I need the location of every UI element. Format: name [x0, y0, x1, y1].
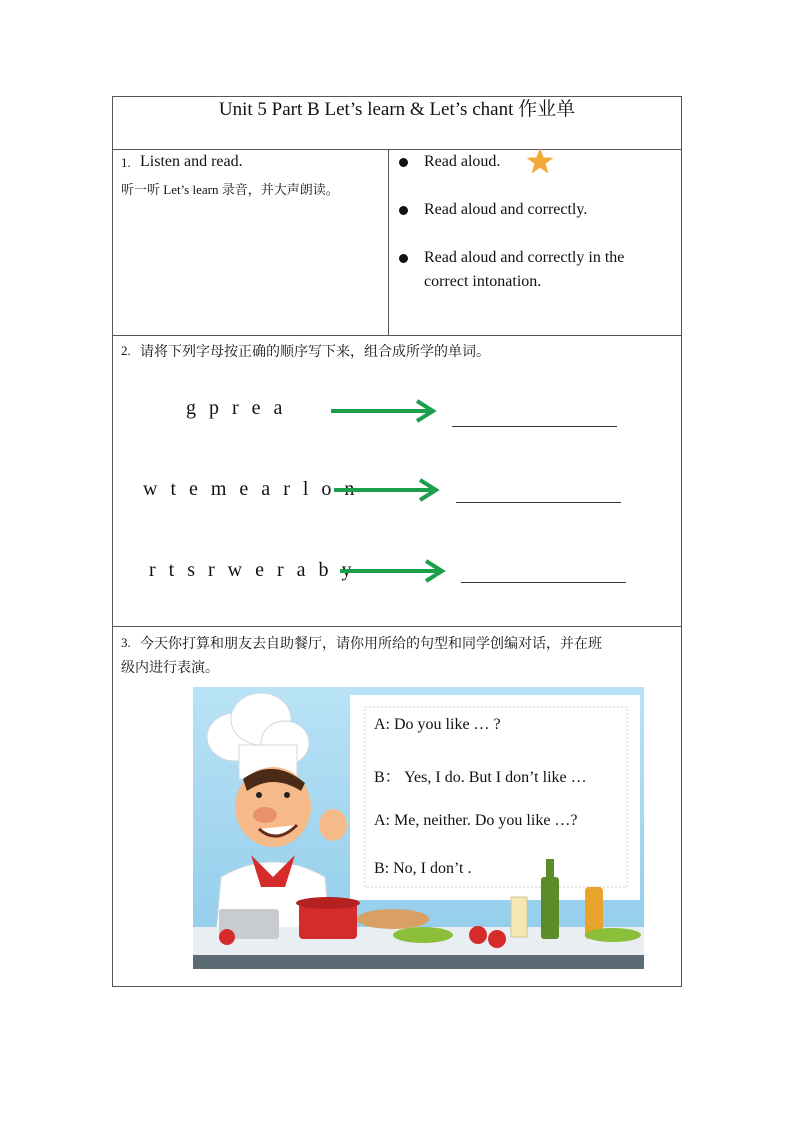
dialogue-line-1: A: Do you like … ? [374, 716, 501, 733]
criterion-3-cont: correct intonation. [424, 273, 542, 290]
arrow-right-icon [332, 478, 442, 502]
task1-number: 1. [121, 155, 131, 170]
title-text: Unit 5 Part B Let’s learn & Let’s chant 作业单 [218, 99, 576, 120]
scrambled-word-1: g p r e a [186, 397, 287, 419]
task3-instruction-line1: 今天你打算和朋友去自助餐厅，请你用所给的句型和同学创编对话，并在班 [140, 637, 602, 652]
task2-number: 2. [121, 343, 131, 358]
criterion-1: Read aloud. [424, 153, 501, 170]
worksheet [112, 96, 682, 987]
answer-blank-3[interactable] [461, 582, 626, 583]
dialogue-line-3: A: Me, neither. Do you like …? [374, 812, 578, 829]
task1-instruction: 听一听 Let’s learn 录音，并大声朗读。 [121, 182, 339, 197]
dialogue-line-4: B: No, I don’t . [374, 860, 472, 877]
divider [113, 149, 681, 150]
divider [113, 626, 681, 627]
arrow-right-icon [338, 559, 448, 583]
task1-heading: Listen and read. [140, 153, 243, 170]
scrambled-word-3: r t s r w e r a b y [149, 559, 356, 581]
task2-instruction: 请将下列字母按正确的顺序写下来，组合成所学的单词。 [140, 345, 490, 360]
answer-blank-1[interactable] [452, 426, 617, 427]
bullet-icon [399, 158, 408, 167]
divider [388, 149, 389, 335]
arrow-right-icon [329, 399, 439, 423]
star-icon [525, 147, 555, 175]
dialogue-line-2: B： Yes, I do. But I don’t like … [374, 769, 587, 786]
worksheet-title [113, 97, 681, 149]
bullet-icon [399, 206, 408, 215]
task3-instruction-line2: 级内进行表演。 [121, 661, 219, 676]
scrambled-word-2: w t e m e a r l o n [143, 478, 359, 500]
divider [113, 335, 681, 336]
bullet-icon [399, 254, 408, 263]
task3-number: 3. [121, 635, 131, 650]
chef-kitchen-illustration [193, 687, 644, 969]
criterion-2: Read aloud and correctly. [424, 201, 588, 218]
criterion-3: Read aloud and correctly in the [424, 249, 625, 266]
answer-blank-2[interactable] [456, 502, 621, 503]
